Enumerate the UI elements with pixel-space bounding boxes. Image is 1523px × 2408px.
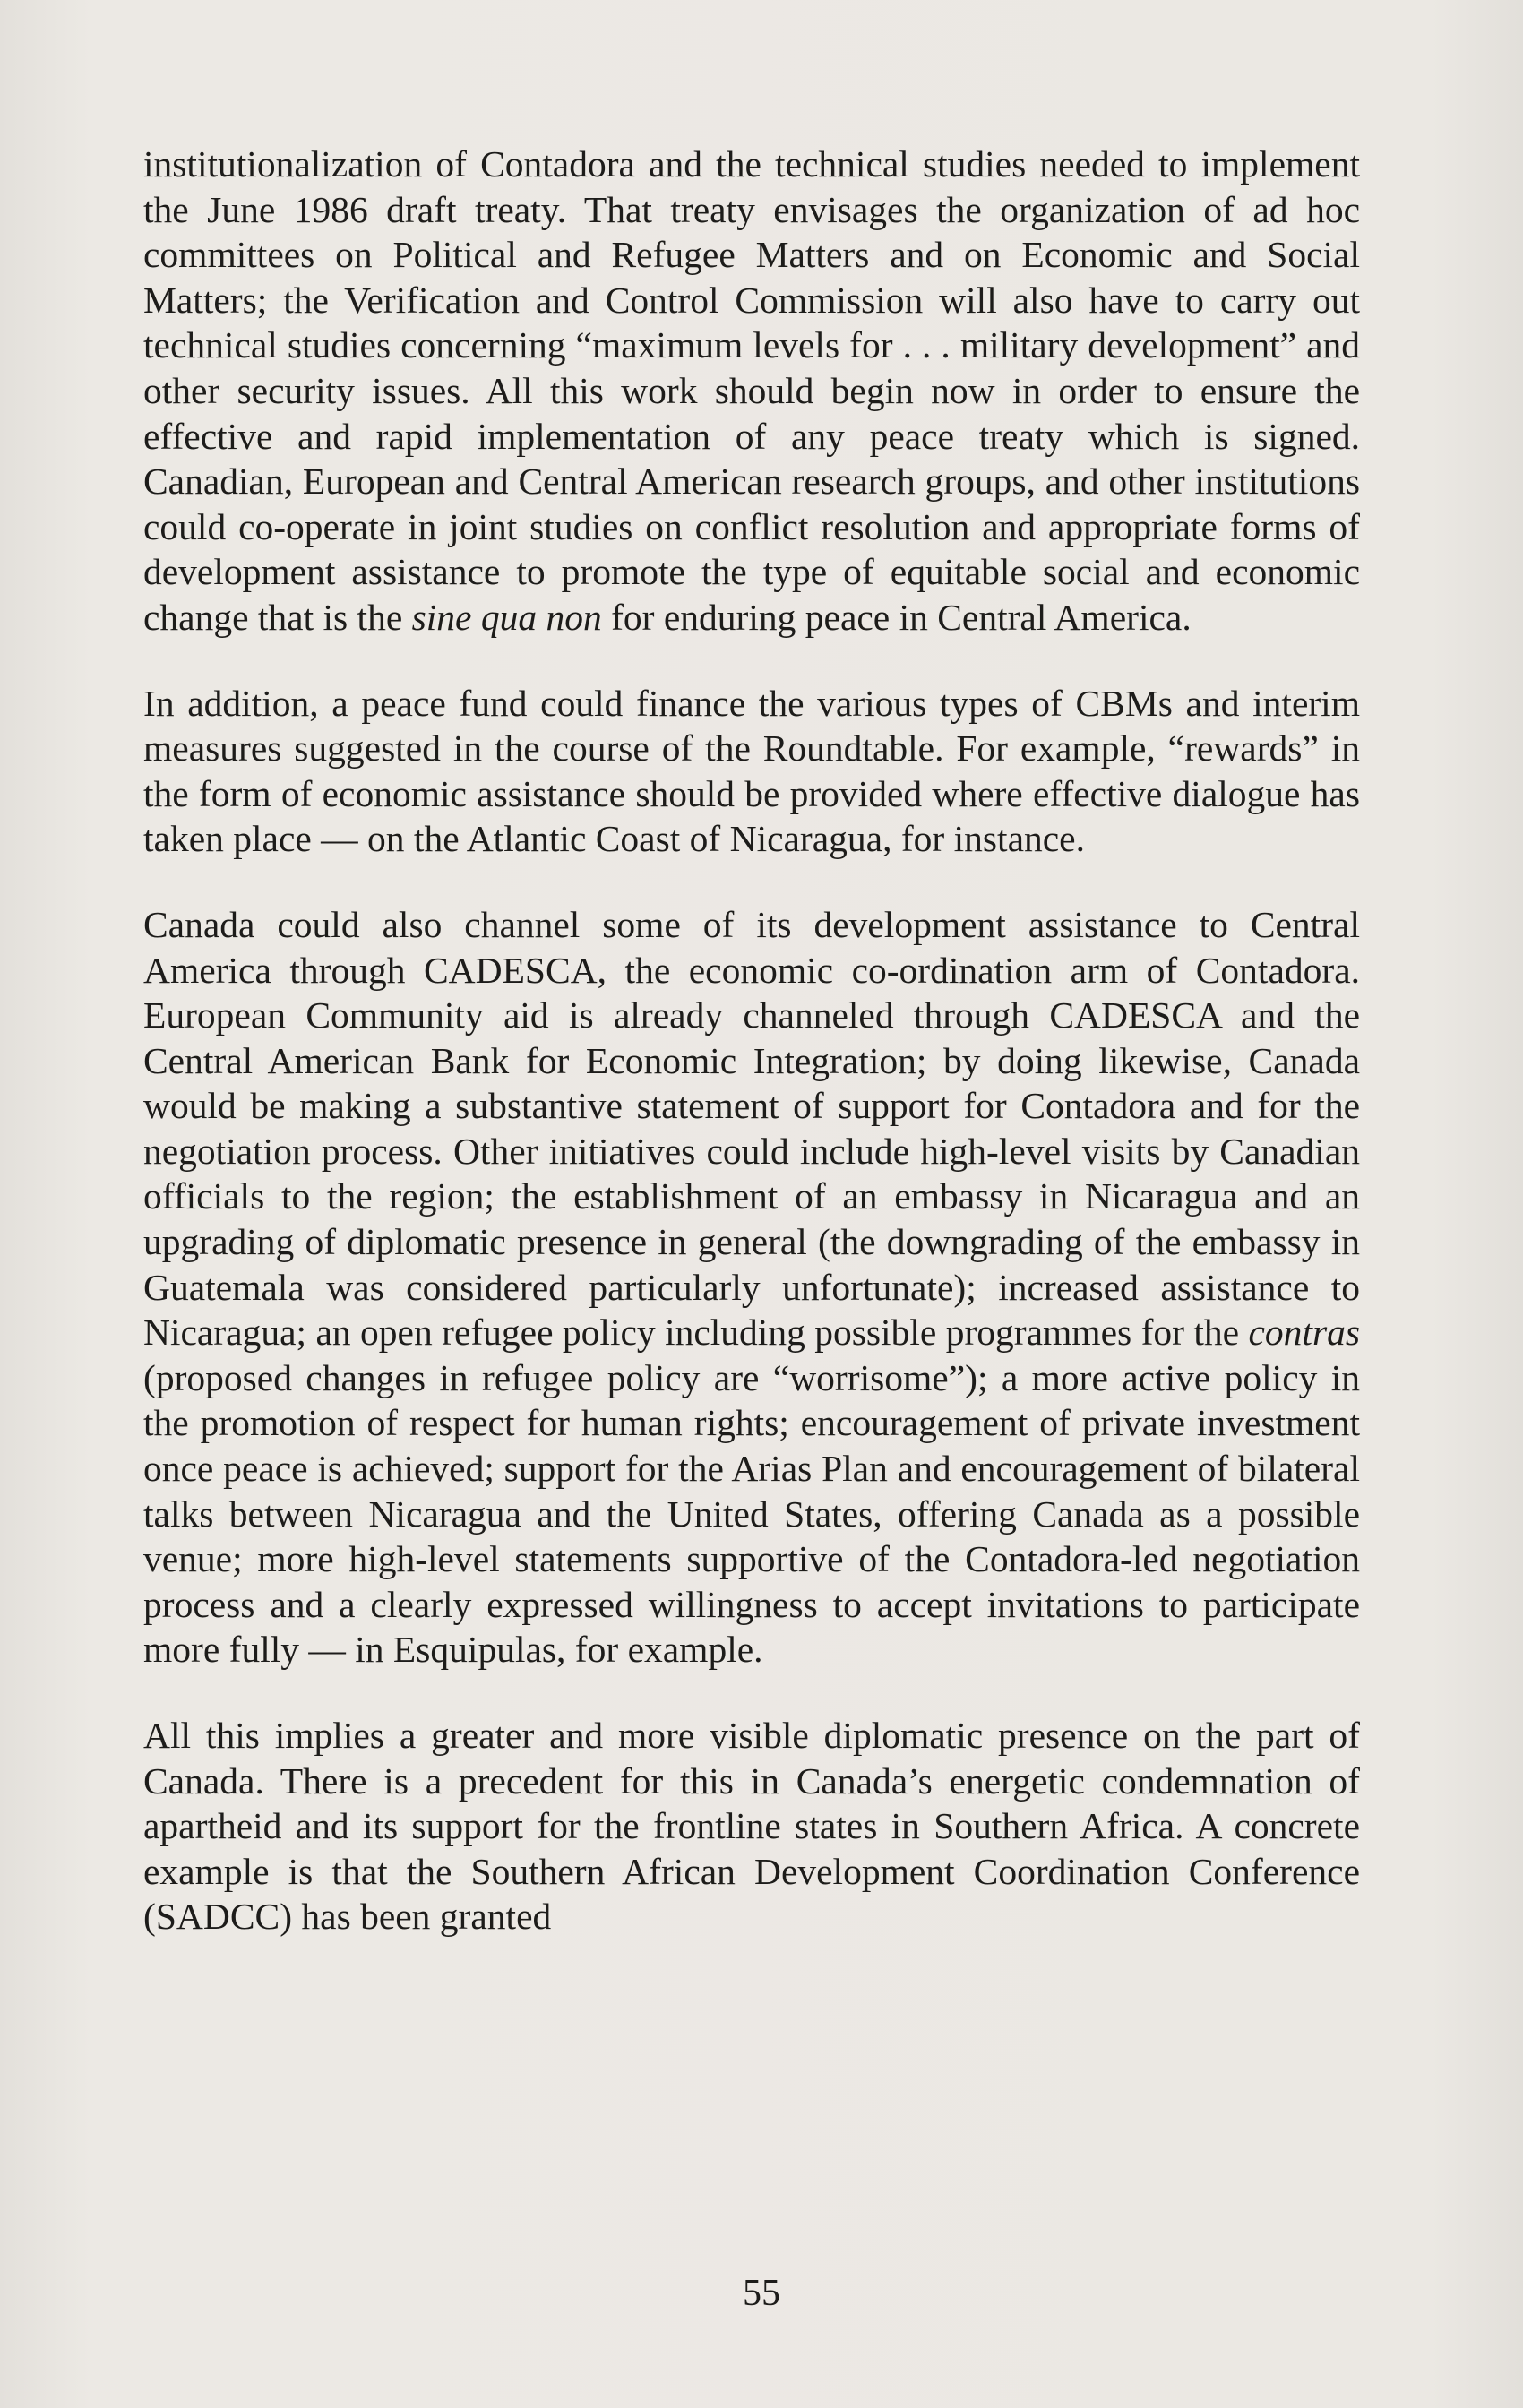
text-run: All this implies a greater and more visible diplomatic presence on the part of Canada. There is a precedent for this in Canada’s energetic condemnation of apartheid and its support for the frontline states in Southern Africa. A concrete example is that the Southern African Development Coordination Conference (SADCC) has been granted [143, 1715, 1360, 1938]
text-run: institutionalization of Contadora and the technical studies needed to implement the June 1986 draft treaty. That treaty envisages the organization of ad hoc committees on Political and Refugee Matters and on Economic and Social Matters; the Verification and Control Commission will also have to carry out technical studies concerning “maximum levels for . . . military development” and other security issues. All this work should begin now in order to ensure the effective and rapid implementation of any peace treaty which is signed. Canadian, European and Central American research groups, and other institutions could co-operate in joint studies on conflict resolution and appropriate forms of development assistance to promote the type of equitable social and economic change that is the [143, 143, 1360, 638]
italic-word-contras: contras [1248, 1312, 1360, 1354]
paragraph-3 [143, 902, 1360, 1673]
text-run: (proposed changes in refugee policy are “worrisome”); a more active policy in the promotion of respect for human rights; encouragement of private investment once peace is achieved; support for the Arias Plan and encouragement of bilateral talks between Nicaragua and the United States, offering Canada as a possible venue; more high-level statements supportive of the Contadora-led negotiation process and a clearly expressed willingness to accept invitations to participate more fully — in Esquipulas, for example. [143, 1356, 1360, 1671]
text-run: Canada could also channel some of its development assistance to Central America through CADESCA, the economic co-ordination arm of Contadora. European Community aid is already channeled through CADESCA and the Central American Bank for Economic Integration; by doing likewise, Canada would be making a substantive statement of support for Contadora and for the negotiation process. Other initiatives could include high-level visits by Canadian officials to the region; the establishment of an embassy in Nicaragua and an upgrading of diplomatic presence in general (the downgrading of the embassy in Guatemala was considered particularly unfortunate); increased assistance to Nicaragua; an open refugee policy including possible programmes for the [143, 903, 1360, 1354]
text-run: In addition, a peace fund could finance the various types of CBMs and interim measures suggested in the course of the Roundtable. For example, “rewards” in the form of economic assistance should be provided where effective dialogue has taken place — on the Atlantic Coast of Nicaragua, for instance. [143, 682, 1360, 860]
paragraph-1 [143, 142, 1360, 641]
paragraph-2 [143, 681, 1360, 862]
italic-phrase-sine-qua-non: sine qua non [411, 596, 602, 638]
text-run: for enduring peace in Central America. [601, 596, 1192, 638]
body-text [143, 142, 1360, 1939]
page-number: 55 [743, 2273, 780, 2314]
paragraph-4 [143, 1713, 1360, 1939]
